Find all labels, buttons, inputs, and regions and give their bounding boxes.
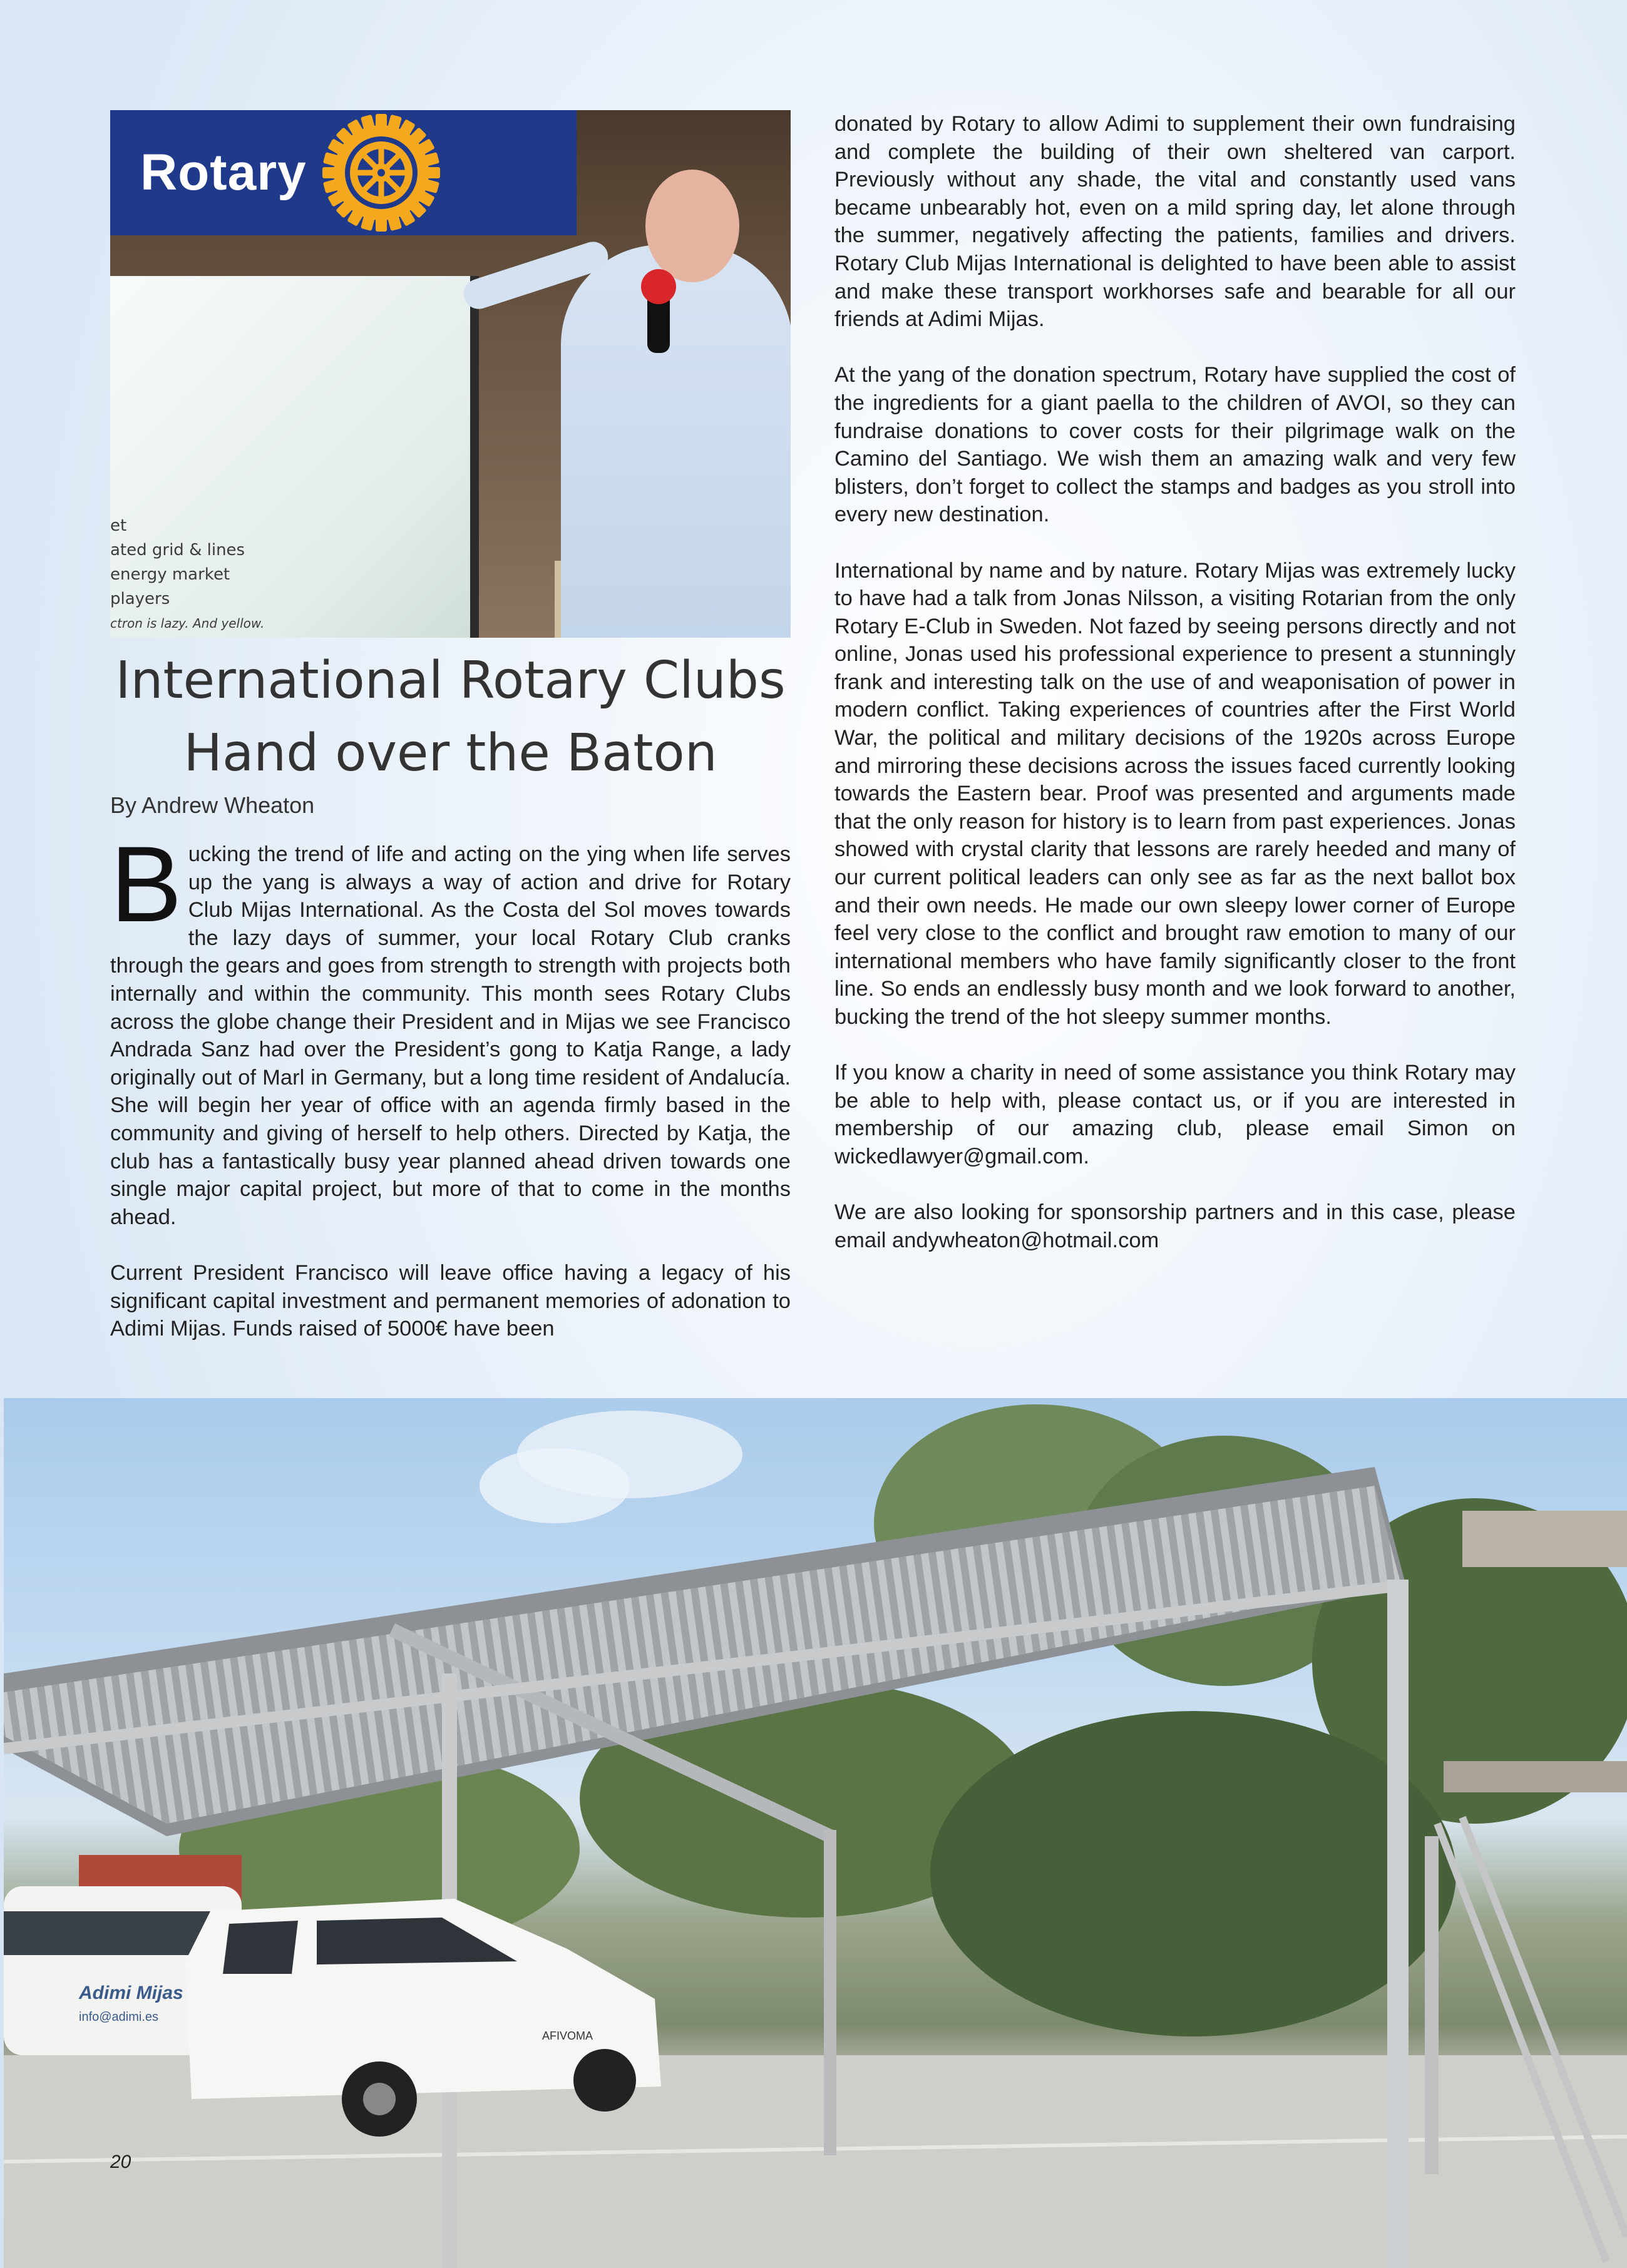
drop-cap: B <box>110 824 182 944</box>
article-headline <box>110 645 791 790</box>
article-column-left <box>110 824 791 1371</box>
screen-line: ctron is lazy. And yellow. <box>110 616 265 631</box>
article-paragraph: International by name and by nature. Rotary Mijas was extremely lucky to have had a talk from Jonas Nilsson, a visiting Rotarian from the only Rotary E-Club in Sweden. Not fazed by seeing persons directly and not online, Jonas used his professional experience to present a stunningly frank and interesting talk on the use of and weaponisation of power in modern conflict. Taking experiences of countries after the First World War, the political and military decisions of the 1920s across Europe and mirroring these decisions across the issues faced currently looking towards the Eastern bear. Proof was presented and arguments made that the only reason for history is to learn from past experiences. Jonas showed with crystal clarity that lessons are rarely heeded and many of our current political leaders can only see as far as the next ballot box and their own needs. He made our own sleepy lower corner of Europe feel very close to the conflict and brought raw emotion to many of our international members who have family significantly closer to the front line. So ends an endlessly busy month and we look forward to another, bucking the trend of the hot sleepy summer months. <box>834 558 1516 1029</box>
article-paragraph: We are also looking for sponsorship partners and in this case, please email andywheaton@hotmail.com <box>834 1200 1516 1252</box>
speaker-shirt <box>561 245 791 638</box>
rotary-wheel-icon <box>322 113 441 232</box>
byline: By Andrew Wheaton <box>110 792 315 818</box>
screen-line: players <box>110 590 170 608</box>
projector-screen <box>110 276 479 638</box>
speaker-head <box>645 170 739 282</box>
rotary-logo-text: Rotary <box>140 144 307 201</box>
page-number: 20 <box>110 2152 131 2172</box>
article-paragraph <box>110 824 791 1231</box>
microphone-head <box>641 269 676 304</box>
carport-illustration <box>4 1398 1627 2268</box>
headline-line-2: Hand over the Baton <box>183 723 717 783</box>
screen-line: energy market <box>110 565 230 584</box>
screen-text <box>110 514 461 636</box>
van-sublabel: info@adimi.es <box>79 2010 159 2024</box>
screen-line: ated grid & lines <box>110 541 245 559</box>
article-paragraph: Current President Francisco will leave office having a legacy of his significant capital investment and permanent memories of adonation to Adimi Mijas. Funds raised of 5000€ have been <box>110 1260 791 1341</box>
van2-label: AFIVOMA <box>542 2030 593 2042</box>
speaker-photo <box>110 110 791 638</box>
paragraph-text: ucking the trend of life and acting on the ying when life serves up the yang is always a way of action and drive for Rotary Club Mijas International. As the Costa del Sol moves towards the lazy days of summer, your local Rotary Club cranks through the gears and goes from strength to strength with projects both internally and within the community. This month sees Rotary Clubs across the globe change their President and in Mijas we see Francisco Andrada Sanz had over the President’s gong to Katja Range, a lady originally out of Marl in Germany, but a long time resident of Andalucía. She will begin her year of office with an agenda firmly based in the community and giving of herself to help others. Directed by Katja, the club has a fantastically busy year planned ahead driven towards one single major capital project, but more of that to come in the months ahead. <box>110 842 791 1229</box>
article-paragraph: If you know a charity in need of some assistance you think Rotary may be able to help with, please contact us, or if you are interested in membership of our amazing club, please email Simon on wickedlawyer@gmail.com. <box>834 1061 1516 1168</box>
article-paragraph: At the yang of the donation spectrum, Rotary have supplied the cost of the ingredients for a giant paella to the children of AVOI, so they can fundraise donations to cover costs for their pilgrimage walk on the Camino del Santiago. We wish them an amazing walk and very few blisters, don’t forget to collect the stamps and badges as you stroll into every new destination. <box>834 363 1516 527</box>
article-column-right <box>834 110 1516 1282</box>
article-paragraph: donated by Rotary to allow Adimi to supplement their own fundraising and complete the building of their own sheltered van carport. Previously without any shade, the vital and constantly used vans became unbearably hot, even on a mild spring day, let alone through the summer, negatively affecting the patients, families and drivers. Rotary Club Mijas International is delighted to have been able to assist and make these transport workhorses safe and bearable for all our friends at Adimi Mijas. <box>834 112 1516 332</box>
headline-line-1: International Rotary Clubs <box>115 651 786 710</box>
screen-line: et <box>110 516 127 535</box>
rotary-logo-banner <box>110 110 577 235</box>
carport-photo <box>4 1398 1627 2268</box>
van-label: Adimi Mijas <box>79 1983 183 2003</box>
